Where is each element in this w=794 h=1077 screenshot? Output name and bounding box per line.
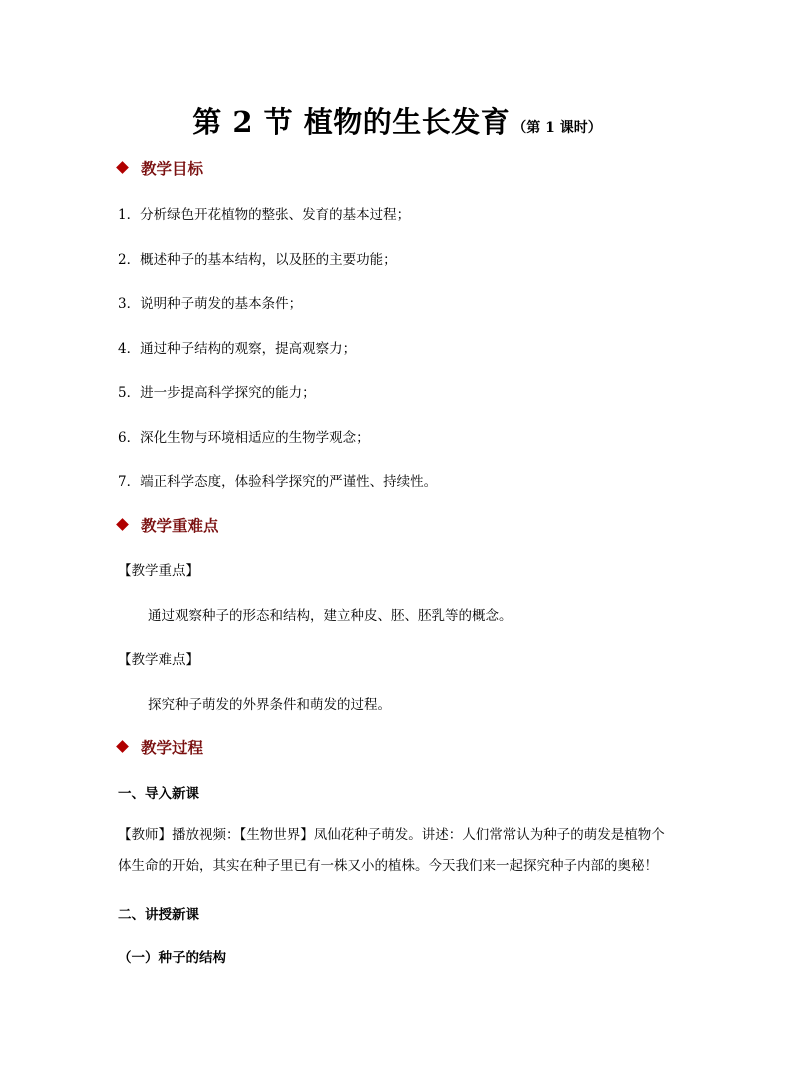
part1-heading: 一、导入新课: [118, 786, 199, 802]
difficulty-label: 【教学难点】: [118, 652, 199, 668]
document-title: [0, 100, 794, 141]
title-sub: （第 1 课时）: [512, 120, 602, 136]
objective-item-5: 5．进一步提高科学探究的能力；: [118, 385, 316, 401]
objective-item-6: 6．深化生物与环境相适应的生物学观念；: [118, 430, 370, 446]
section-process-label: 教学过程: [141, 738, 204, 757]
part2-subheading: （一）种子的结构: [118, 950, 226, 966]
objective-item-1: 1．分析绿色开花植物的整张、发育的基本过程；: [118, 207, 411, 223]
diamond-bullet-icon: [116, 740, 129, 753]
section-objectives-label: 教学目标: [141, 159, 204, 178]
diamond-bullet-icon: [116, 161, 129, 174]
part1-text: 【教师】播放视频：【生物世界】凤仙花种子萌发。讲述：人们常常认为种子的萌发是植物个体生命的开始，其实在种子里已有一株又小的植株。今天我们来一起探究种子内部的奥秘！: [118, 827, 665, 874]
section-process: [118, 736, 203, 758]
part2-heading: 二、讲授新课: [118, 907, 199, 923]
focus-label: 【教学重点】: [118, 563, 199, 579]
diamond-bullet-icon: [116, 518, 129, 531]
objective-item-4: 4．通过种子结构的观察，提高观察力；: [118, 341, 357, 357]
section-key-points-label: 教学重难点: [141, 516, 219, 535]
title-main: 第 2 节 植物的生长发育: [192, 105, 511, 139]
objective-item-3: 3．说明种子萌发的基本条件；: [118, 296, 303, 312]
objective-item-7: 7．端正科学态度，体验科学探究的严谨性、持续性。: [118, 474, 438, 490]
section-objectives: [118, 157, 203, 179]
section-key-points: [118, 514, 219, 536]
focus-text: 通过观察种子的形态和结构，建立种皮、胚、胚乳等的概念。: [148, 608, 513, 624]
difficulty-text: 探究种子萌发的外界条件和萌发的过程。: [148, 697, 391, 713]
objective-item-2: 2．概述种子的基本结构，以及胚的主要功能；: [118, 252, 397, 268]
